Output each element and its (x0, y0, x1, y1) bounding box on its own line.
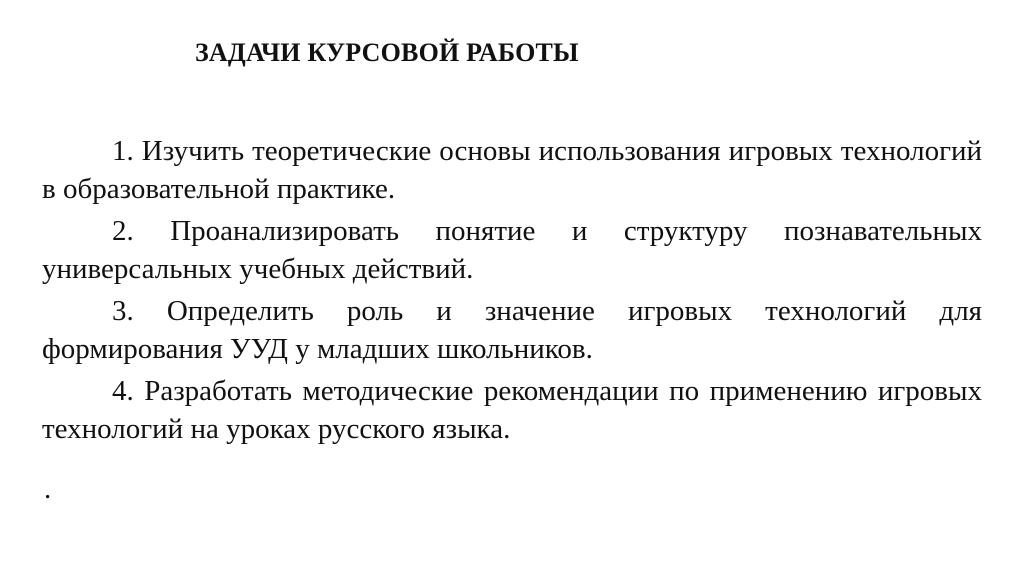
task-item-1: 1. Изучить теоретические основы использования игровых технологий в образовательной практике. (42, 135, 982, 205)
task-list (42, 132, 982, 452)
trailing-period: . (44, 473, 52, 505)
slide-title: ЗАДАЧИ КУРСОВОЙ РАБОТЫ (195, 38, 579, 67)
task-item-3: 3. Определить роль и значение игровых технологий для формирования УУД у младших школьников. (42, 295, 982, 365)
task-item-4: 4. Разработать методические рекомендации по применению игровых технологий на уроках русского языка. (42, 375, 982, 445)
task-item-2: 2. Проанализировать понятие и структуру познавательных универсальных учебных действий. (42, 215, 982, 285)
